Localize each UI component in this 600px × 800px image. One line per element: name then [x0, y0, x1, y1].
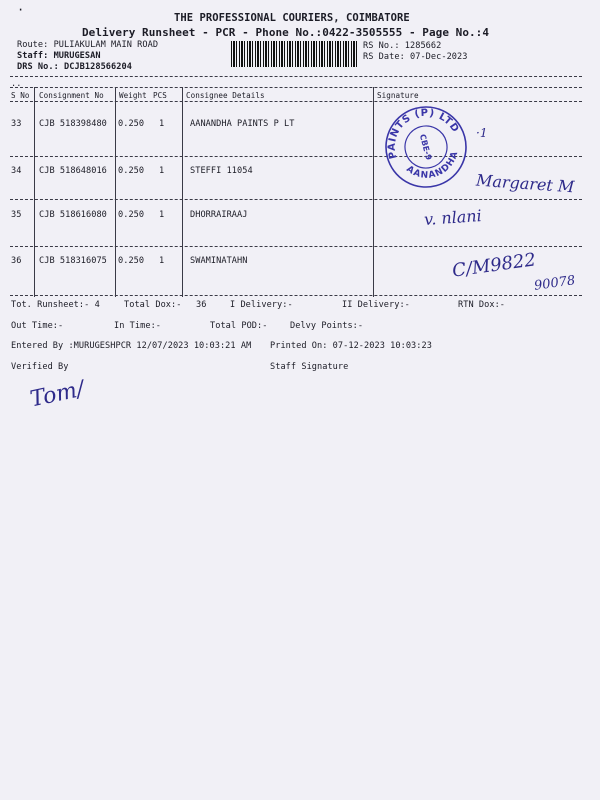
divider	[10, 76, 582, 77]
rs-number: RS No.: 1285662	[363, 41, 442, 51]
header-consignment: Consignment No	[39, 91, 104, 100]
row-consignee: AANANDHA PAINTS P LT	[190, 119, 295, 129]
tot-runsheet: Tot. Runsheet:- 4	[11, 300, 100, 310]
header-pcs: PCS	[153, 91, 167, 100]
in-time: In Time:-	[114, 321, 162, 331]
header-sno: S No	[11, 91, 30, 100]
row-consignee: STEFFI 11054	[190, 166, 253, 176]
column-rule	[115, 87, 116, 297]
out-time: Out Time:-	[11, 321, 64, 331]
row-consignment: CJB 518398480	[39, 119, 107, 129]
rs-date: RS Date: 07-Dec-2023	[363, 52, 468, 62]
handwritten-mark: ·1	[476, 126, 488, 140]
row-sno: 34	[11, 166, 22, 176]
row-consignment: CJB 518316075	[39, 256, 107, 266]
row-pcs: 1	[159, 256, 165, 266]
stamp-center-text: CBE-9	[417, 133, 434, 162]
barcode	[231, 41, 359, 67]
stamp-bottom-text: AANANDHA	[404, 149, 461, 181]
header-weight: Weight	[119, 91, 147, 100]
corner-mark: ·	[17, 3, 25, 17]
svg-text:AANANDHA	[402, 148, 466, 188]
total-pod: Total POD:-	[210, 321, 268, 331]
verified-signature: Tom/	[27, 376, 87, 413]
rtn-dox: RTN Dox:-	[458, 300, 506, 310]
row-divider	[10, 199, 582, 200]
delvy-points: Delvy Points:-	[290, 321, 364, 331]
verified-by: Verified By	[11, 362, 69, 372]
row-sno: 33	[11, 119, 22, 129]
divider	[10, 87, 582, 88]
row-divider	[10, 295, 582, 296]
route-label: Route: PULIAKULAM MAIN ROAD	[17, 40, 159, 50]
printed-on: Printed On: 07-12-2023 10:03:23	[270, 341, 432, 351]
row-sno: 35	[11, 210, 22, 220]
staff-signature-label: Staff Signature	[270, 362, 349, 372]
total-dox-label: Total Dox:-	[124, 300, 182, 310]
row-weight: 0.250	[118, 166, 145, 176]
row-consignee: SWAMINATAHN	[190, 256, 248, 266]
row-divider	[10, 156, 582, 157]
i-delivery: I Delivery:-	[230, 300, 293, 310]
divider	[10, 101, 582, 102]
signature-row-34: Margaret M	[475, 170, 575, 197]
row-pcs: 1	[159, 166, 165, 176]
column-rule	[34, 87, 35, 297]
header-consignee: Consignee Details	[186, 91, 265, 100]
row-weight: 0.250	[118, 119, 145, 129]
signature-row-36: C/M9822	[450, 249, 538, 282]
row-pcs: 1	[159, 210, 165, 220]
drs-number: DRS No.: DCJB128566204	[17, 62, 132, 72]
row-weight: 0.250	[118, 210, 145, 220]
company-name: THE PROFESSIONAL COURIERS, COIMBATORE	[174, 12, 410, 24]
column-rule	[182, 87, 183, 297]
staff-label: Staff: MURUGESAN	[17, 51, 101, 61]
runsheet-title: Delivery Runsheet - PCR - Phone No.:0422-3505555 - Page No.:4	[82, 26, 490, 39]
header-signature: Signature	[377, 91, 419, 100]
row-divider	[10, 246, 582, 247]
company-stamp	[383, 104, 469, 190]
leading-marks: ..	[11, 79, 22, 89]
signature-row-35: v. nlani	[423, 206, 483, 229]
row-consignee: DHORRAIRAAJ	[190, 210, 248, 220]
stamp-top-text: PAINTS (P) LTD	[386, 107, 461, 160]
row-sno: 36	[11, 256, 22, 266]
column-rule	[373, 87, 374, 297]
row-consignment: CJB 518616080	[39, 210, 107, 220]
row-consignment: CJB 518648016	[39, 166, 107, 176]
row-weight: 0.250	[118, 256, 145, 266]
entered-by: Entered By :MURUGESHPCR 12/07/2023 10:03:21 AM	[11, 341, 252, 351]
total-dox-value: 36	[196, 300, 207, 310]
signature-row-36-number: 90078	[533, 273, 577, 294]
ii-delivery: II Delivery:-	[342, 300, 410, 310]
row-pcs: 1	[159, 119, 165, 129]
